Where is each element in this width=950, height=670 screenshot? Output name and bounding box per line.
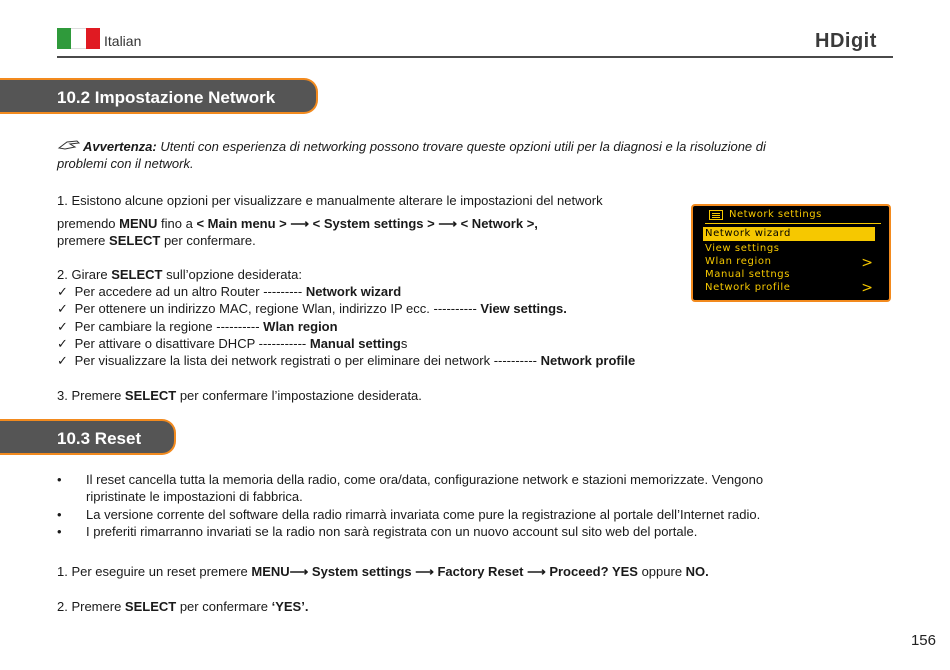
- bullet-item: Il reset cancella tutta la memoria della radio, come ora/data, configurazione network e stazioni memorizzate. Vengono ripristinate le impostazioni di fabbrica.: [86, 472, 764, 504]
- reset-step2: 2. Premere SELECT per confermare ‘YES’.: [57, 599, 309, 614]
- screen-divider: [705, 223, 881, 224]
- svg-text:HDigit: HDigit: [815, 30, 877, 52]
- checkmark-icon: ✓: [57, 301, 68, 316]
- checkmark-icon: ✓: [57, 336, 68, 351]
- section-heading-reset: 10.3 Reset: [0, 419, 176, 455]
- step1-line2: premendo MENU fino a < Main menu > ⟶ < System settings > ⟶ < Network >,: [57, 216, 538, 231]
- screen-item: Wlan region: [705, 256, 772, 267]
- bullet-item: La versione corrente del software della radio rimarrà invariata come pure la registrazione al portale dell’Internet radio.: [86, 507, 761, 522]
- language-label: Italian: [104, 33, 142, 49]
- chevron-right-icon: >: [861, 280, 873, 296]
- bullet-dot: •: [57, 472, 62, 487]
- header-divider: [57, 56, 893, 58]
- step2-line: 2. Girare SELECT sull’opzione desiderata:: [57, 267, 302, 282]
- list-icon: [709, 210, 723, 220]
- step1-line1: 1. Esistono alcune opzioni per visualizzare e manualmente alterare le impostazioni del network: [57, 193, 603, 208]
- bullet-item: I preferiti rimarranno invariati se la radio non sarà registrata con un nuovo account sul sito web del portale.: [86, 524, 698, 539]
- check-item: ✓ Per ottenere un indirizzo MAC, regione Wlan, indirizzo IP ecc. ---------- View settings.: [57, 301, 567, 316]
- check-item: ✓ Per attivare o disattivare DHCP ----------- Manual settings: [57, 336, 408, 351]
- chevron-right-icon: >: [861, 255, 873, 271]
- check-item: ✓ Per accedere ad un altro Router --------- Network wizard: [57, 284, 402, 299]
- checkmark-icon: ✓: [57, 353, 68, 368]
- screen-item-selected: Network wizard: [703, 227, 875, 241]
- check-item: ✓ Per cambiare la regione ---------- Wlan region: [57, 319, 338, 334]
- warning-note: [57, 138, 797, 172]
- hand-pointer-icon: [57, 138, 83, 155]
- screen-title: Network settings: [709, 209, 822, 220]
- screen-item: View settings: [705, 243, 780, 254]
- checkmark-icon: ✓: [57, 284, 68, 299]
- warning-text: Utenti con esperienza di networking possono trovare queste opzioni utili per la diagnosi e la risoluzione di: [156, 139, 766, 154]
- page-number: 156: [910, 632, 936, 649]
- screen-item: Network profile: [705, 282, 791, 293]
- checkmark-icon: ✓: [57, 319, 68, 334]
- radio-screen-illustration: [691, 204, 891, 302]
- bullet-dot: •: [57, 507, 62, 522]
- section-heading-network: 10.2 Impostazione Network: [0, 78, 318, 114]
- step1-line3: premere SELECT per confermare.: [57, 233, 256, 248]
- screen-item: Manual settngs: [705, 269, 791, 280]
- bullet-dot: •: [57, 524, 62, 539]
- italian-flag-icon: [57, 28, 100, 49]
- warning-text-2: problemi con il network.: [57, 156, 194, 171]
- hdigit-logo: [815, 28, 893, 57]
- check-item: ✓ Per visualizzare la lista dei network registrati o per eliminare dei network ---------- Network profile: [57, 353, 636, 368]
- step3-line: 3. Premere SELECT per confermare l’impostazione desiderata.: [57, 388, 422, 403]
- reset-step1: 1. Per eseguire un reset premere MENU⟶ System settings ⟶ Factory Reset ⟶ Proceed? YES oppure NO.: [57, 564, 709, 579]
- warning-label: Avvertenza:: [83, 139, 157, 154]
